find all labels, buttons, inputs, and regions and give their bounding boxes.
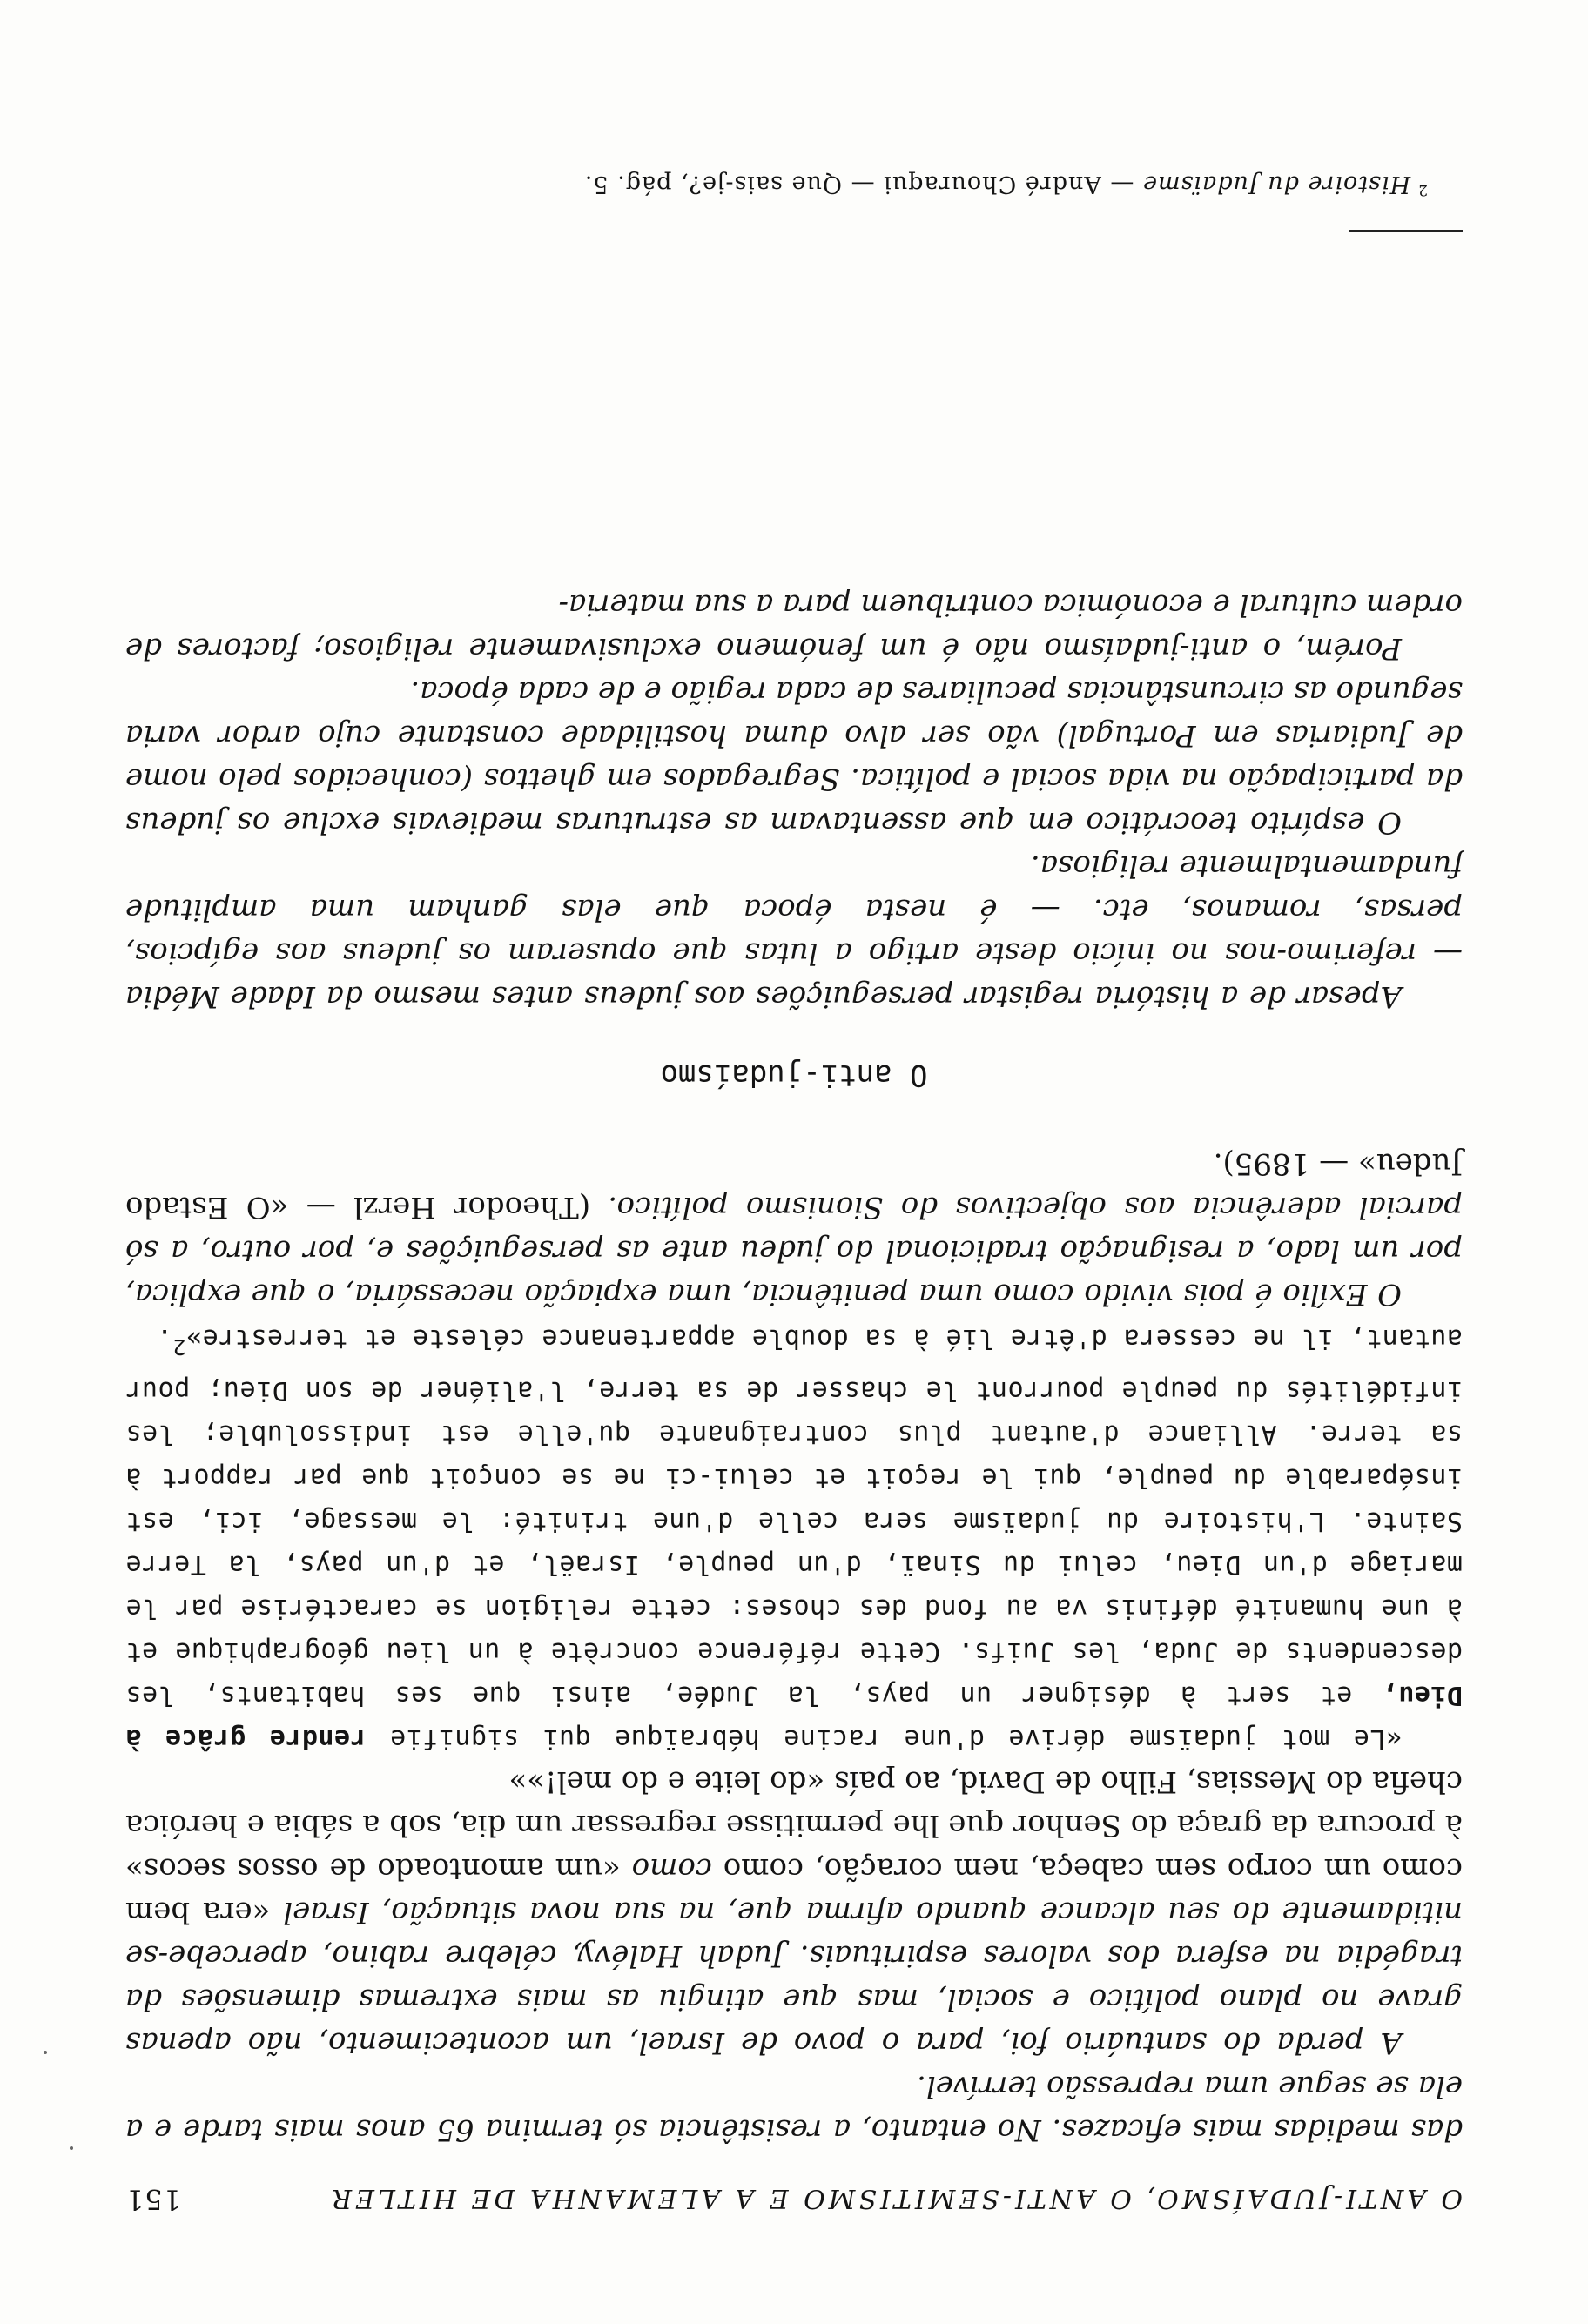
footnote-reference: 2 [172,1334,186,1360]
paragraph-text-italic: A perda do santuário foi, para o povo de Israel, um acontecimento, não apenas grave no plano político e social, mas que atingiu as mais extremas dimensões da tragédia na esfera dos valores espirituais. Judah Halévy, célebre rabino, apercebe-se nitidamente do seu alcance quando afirma que, na sua nova situação, Israel [125,1895,1463,2060]
paragraph-text-italic: O Exílio é pois vivido como uma penitência, uma expiação necessária, o que explica, por um lado, a resignação tradicional do judeu ante as perseguições e, por outro, a só parcial aderência aos objectivos do Sionismo político. [125,1190,1463,1312]
section-title: O anti-judaísmo [660,1058,928,1092]
paragraph-quote-text: «um amontoado de ossos secos» à procura da graça do Senhor que lhe permitisse regressar um dia, sob a sábia e heróica chefia do Messias, Filho de David, ao país «do leite e do mel!»» [124,1764,1463,1886]
page-number: 151 [125,2183,182,2216]
paragraph-continuation [125,2065,1463,2152]
quote-bold-text: rendre grâce à Dieu, [125,1680,1463,1754]
paragraph-exilio [125,1142,1463,1316]
footnote-book-title: Histoire du Judaïsme [1142,171,1411,198]
quote-text: et sert à désigner un pays, la Judée, ainsi que ses habitants, les descendents de Juda, les Juifs. Cette référence concrète à un lieu géographique et à une humanité définis va au fond des choses: cette religion se caractérise par le mariage d'un Dieu, celui du Sinaï, d'un peuple, Israël, et d'un pays, la Terre Sainte. L'histoire du judaïsme sera celle d'une trinité: le message, ici, est inséparable du peuple, qui le reçoit et celui-ci ne se conçoit que par rapport à sa terre. Alliance d'autant plus contraignante qu'elle est indissoluble; les infidélités du peuple pourront le chasser de sa terre, l'aliéner de son Dieu; pour autant, il ne cessera d'être lié à sa double appartenance céleste et terrestre» [124,1323,1463,1710]
footnote-rule [1349,230,1463,232]
paragraph-quote-text: «era bem como um corpo sem cabeça, nem coração, como [125,1851,1463,1930]
paragraph-santuario [125,1760,1463,2065]
quote-text: «Le mot judaïsme dérive d'une racine hébraïque qui signifie [389,1723,1402,1754]
paragraph-text: Apesar de a história registar perseguições aos judeus antes mesmo da Idade Média — referimo-nos no início deste artigo a lutas que opuseram os judeus aos egípcios, persas, romanos, etc. — é nesta época que elas ganham uma amplitude fundamentalmente religiosa. [125,849,1463,1014]
quote-end: . [156,1323,173,1353]
footnotes [125,168,1463,232]
citation-source: (Theodor Herzl — «O Estado Judeu» — 1895). [125,1146,1463,1225]
paragraph-text-italic: como [620,1851,712,1886]
page-body [125,583,1463,2221]
footnote [125,168,1463,205]
footnote-text: — André Chouraqui — Que sais-je?, pág. 5. [583,171,1142,198]
french-quotation [125,1316,1463,1760]
paragraph-text: das medidas mais eficazes. No entanto, a resistência só termina 65 anos mais tarde e a ela se segue uma repressão terrível. [125,2069,1463,2147]
paragraph-text: Porém, o anti-judaísmo não é um fenómeno exclusivamente religioso; factores de ordem cultural e económica contribuem para a sua materia- [125,588,1463,666]
running-head-title: O ANTI-JUDAÍSMO, O ANTI-SEMITISMO E A ALEMANHA DE HITLER [328,2183,1463,2213]
footnote-number: 2 [1417,181,1428,198]
paragraph-apesar [125,844,1463,1018]
paragraph-porem [125,583,1463,670]
paper-speck [70,2146,73,2150]
running-head [125,2176,1463,2221]
paragraph-text: O espírito teocrático em que assentavam as estruturas medievais exclue os judeus da participação na vida social e política. Segregados em ghettos (conhecidos pelo nome de Judiarias em Portugal) vão ser alvo duma hostilidade constante cujo ardor varia segundo as circunstâncias peculiares de cada região e de cada época. [125,675,1463,840]
paragraph-espirito [125,670,1463,844]
paper-speck [44,2051,47,2054]
